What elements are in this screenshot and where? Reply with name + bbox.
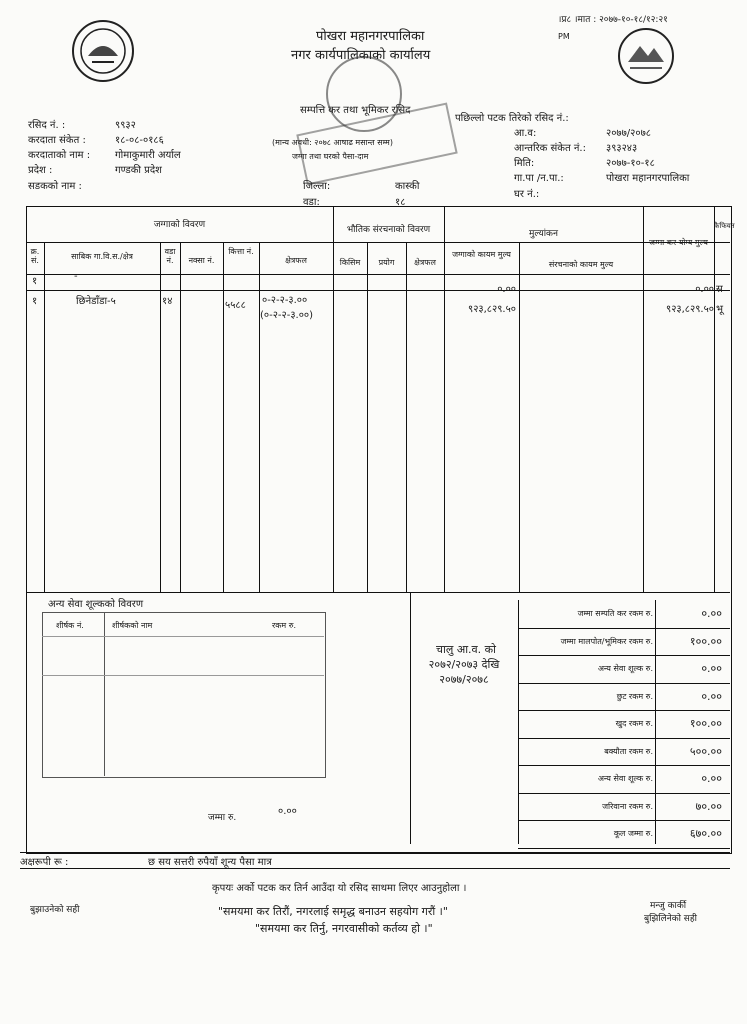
summary-row-divider xyxy=(518,765,730,766)
slogan-1: "समयमा कर तिरौं, नगरलाई समृद्ध बनाउन सहयोग गरौं ।" xyxy=(218,905,448,918)
summary-row-divider xyxy=(518,848,730,849)
pm-label: PM xyxy=(558,32,570,41)
col-land-value: जग्गाको कायम मुल्य xyxy=(452,250,511,259)
summary-label: छुट रकम रु. xyxy=(616,692,653,701)
fy: २०७७/२०७८ xyxy=(606,128,651,139)
row2-old-vdc: छिनेडाँडा-५ xyxy=(76,296,116,307)
receiver-sign-label: बुझिलिनेको सही xyxy=(644,914,698,924)
col-map: नक्सा नं. xyxy=(188,256,215,265)
col-remarks: कैफियत xyxy=(714,222,735,230)
print-timestamp: ।प्र८ ।मात : २०७७-१०-१८/१२:२१ xyxy=(558,15,668,25)
summary-value: ५००.०० xyxy=(689,745,722,758)
header-office: नगर कार्यपालिकाको कार्यालय xyxy=(291,48,431,63)
summary-value: ७०.०० xyxy=(695,800,722,813)
ward-label: वडा: xyxy=(303,197,320,208)
group-valuation-header: मुल्यांकन xyxy=(529,229,558,239)
house-no-label: घर नं.: xyxy=(514,189,540,200)
row1-dash: - xyxy=(74,271,78,282)
taxpayer-name: गोमाकुमारी अर्याल xyxy=(115,150,181,161)
fees-col-no: शीर्षक नं. xyxy=(56,621,84,630)
group-land-header: जग्गाको विवरण xyxy=(153,220,206,230)
row1-sn: १ xyxy=(32,276,38,287)
district: कास्की xyxy=(395,181,420,192)
period-line3: २०७७/२०७८ xyxy=(439,673,489,686)
row2-total: ९२३,८२९.५० xyxy=(666,304,714,315)
payer-sign-label: बुझाउनेको सही xyxy=(30,905,80,915)
summary-label: जम्मा सम्पति कर रकम रु. xyxy=(577,609,653,618)
municipality: पोखरा महानगरपालिका xyxy=(606,173,690,184)
col-struct-value: संरचनाको कायम मुल्य xyxy=(548,260,614,269)
row2-sn: १ xyxy=(32,296,38,307)
row1-land-value: ०.०० xyxy=(497,284,516,295)
summary-value: ०.०० xyxy=(701,662,722,675)
header-municipality: पोखरा महानगरपालिका xyxy=(316,29,425,44)
row2-land-value: ९२३,८२९.५० xyxy=(468,304,516,315)
row2-ward: १४ xyxy=(162,296,173,307)
prev-receipt-label: पछिल्लो पटक तिरेको रसिद नं.: xyxy=(455,113,569,124)
municipality-logo xyxy=(618,28,674,84)
row1-note: स xyxy=(716,284,723,295)
summary-label: कूल जम्मा रु. xyxy=(613,829,653,838)
summary-value: ०.०० xyxy=(701,607,722,620)
province-label: प्रदेश : xyxy=(28,165,53,176)
summary-row-divider xyxy=(518,628,730,629)
validity-note: (मान्य अवधी: २०७८ आषाढ मसान्त सम्म) xyxy=(272,138,393,147)
fees-total: ०.०० xyxy=(278,806,297,817)
taxpayer-name-label: करदाताको नाम : xyxy=(28,150,91,161)
summary-value: १००.०० xyxy=(689,635,722,648)
col-area: क्षेत्रफल xyxy=(285,256,307,265)
internal-code: ३९३२४३ xyxy=(606,143,638,154)
col-kitta: कित्ता नं. xyxy=(228,247,254,256)
summary-label: जम्मा मालपोत/भूमिकर रकम रु. xyxy=(560,637,653,646)
stamp-line: जग्गा तथा घरको पैसा-दाम xyxy=(292,152,369,161)
fees-title: अन्य सेवा शूल्कको विवरण xyxy=(48,599,144,610)
col-total-value: जम्मा कर योग्य मुल्य xyxy=(649,238,708,247)
street-label: सडकको नाम : xyxy=(28,181,82,192)
summary-label: अन्य सेवा शूल्क रु. xyxy=(597,774,653,783)
summary-row-divider xyxy=(518,793,730,794)
period-line2: २०७२/२०७३ देखि xyxy=(428,658,500,671)
receiver-name: मन्जु कार्की xyxy=(650,901,687,911)
in-words-value: छ सय सत्तरी रुपैयाँ शून्य पैसा मात्र xyxy=(148,857,272,868)
row2-area: ०-२-२-३.०० xyxy=(262,295,308,306)
summary-row-divider xyxy=(518,738,730,739)
row1-total: ०.०० xyxy=(695,284,714,295)
summary-row-divider xyxy=(518,820,730,821)
receipt-title: सम्पत्ति कर तथा भूमिकर रसिद xyxy=(300,105,411,116)
col-ward: वडा नं. xyxy=(164,247,176,265)
fy-label: आ.व: xyxy=(514,128,537,139)
in-words-label: अक्षरूपी रू : xyxy=(20,857,69,868)
fees-col-amount: रकम रु. xyxy=(272,621,297,630)
slogan-2: "समयमा कर तिर्नु, नगरवासीको कर्तव्य हो ।" xyxy=(255,922,433,935)
receipt-no: ९९३२ xyxy=(115,120,136,131)
taxpayer-code-label: करदाता संकेत : xyxy=(28,135,86,146)
group-structure-header: भौतिक संरचनाको विवरण xyxy=(346,225,431,235)
summary-value: ०.०० xyxy=(701,772,722,785)
summary-value: ६७०.०० xyxy=(689,827,722,840)
col-sn: क्र. सं. xyxy=(30,247,40,265)
receipt-no-label: रसिद नं. : xyxy=(28,120,66,131)
taxpayer-code: १८-०८-०१८६ xyxy=(115,135,164,146)
fees-total-label: जम्मा रु. xyxy=(208,813,237,823)
col-struct-area: क्षेत्रफल xyxy=(414,258,436,267)
summary-label: जरिवाना रकम रु. xyxy=(602,802,653,811)
summary-row-divider xyxy=(518,710,730,711)
summary-row-divider xyxy=(518,683,730,684)
summary-row-divider xyxy=(518,655,730,656)
summary-value: ०.०० xyxy=(701,690,722,703)
footer-notice: कृपयः अर्को पटक कर तिर्न आउँदा यो रसिद साथमा लिएर आउनुहोला । xyxy=(212,883,467,894)
summary-label: खुद रकम रु. xyxy=(615,719,653,728)
ward: १८ xyxy=(395,197,406,208)
date: २०७७-१०-१८ xyxy=(606,158,655,169)
period-line1: चालु आ.व. को xyxy=(436,643,496,656)
summary-label: बक्यौता रकम रु. xyxy=(604,747,653,756)
col-old-vdc: साबिक गा.वि.स./क्षेत्र xyxy=(71,252,133,261)
row2-note: भू xyxy=(716,304,724,315)
summary-value: १००.०० xyxy=(689,717,722,730)
summary-label: अन्य सेवा शूल्क रु. xyxy=(597,664,653,673)
fees-col-name: शीर्षकको नाम xyxy=(112,621,153,630)
row2-kitta: ५५८८ xyxy=(225,300,246,311)
date-label: मिति: xyxy=(514,158,535,169)
internal-code-label: आन्तरिक संकेत नं.: xyxy=(514,143,586,154)
row2-area-alt: (०-२-२-३.००) xyxy=(260,310,314,321)
province: गण्डकी प्रदेश xyxy=(115,165,162,176)
district-label: जिल्ला: xyxy=(303,181,331,192)
col-use: प्रयोग xyxy=(378,258,395,267)
col-type: किसिम xyxy=(339,258,361,267)
municipality-label: गा.पा /न.पा.: xyxy=(514,173,564,184)
nepal-emblem-logo xyxy=(72,20,134,82)
